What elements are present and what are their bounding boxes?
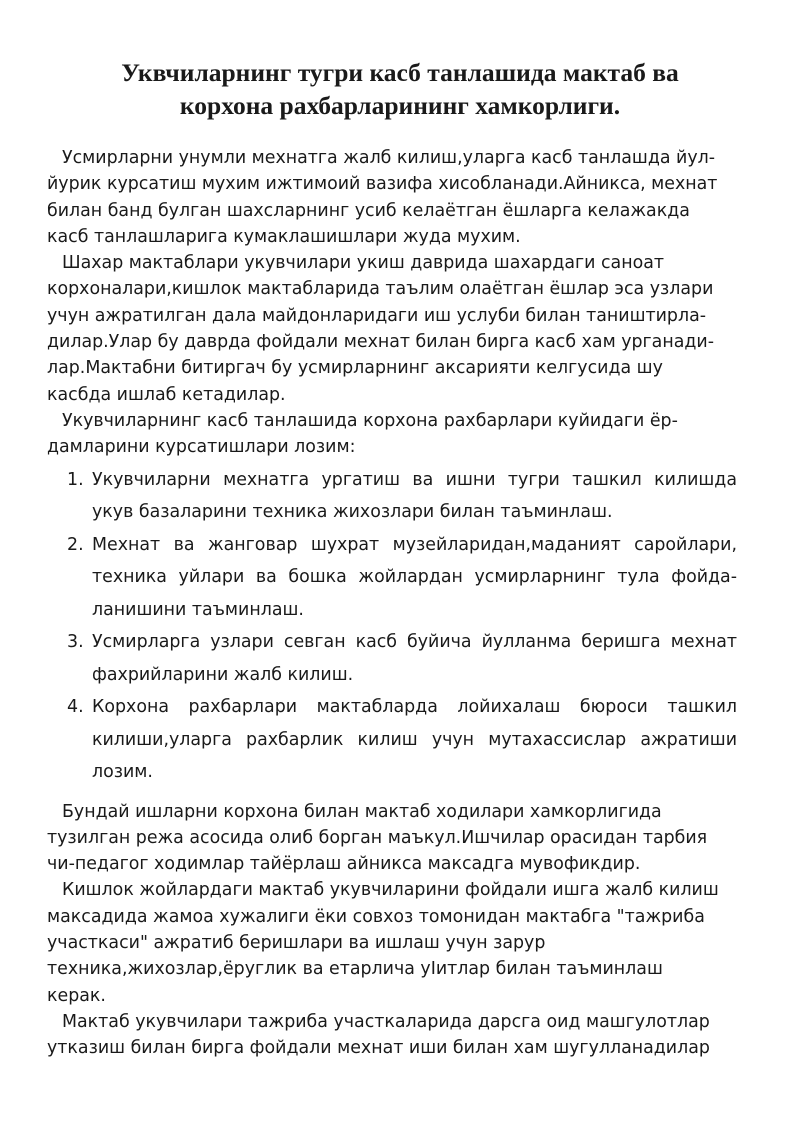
text-line: Кишлок жойлардаги мактаб укувчиларини фойдали ишга жалб килиш (62, 880, 719, 901)
list-item (47, 529, 737, 627)
list-item-line: укув базаларини техника жихозлари билан таъминлаш. (92, 502, 613, 523)
list-item-line: лозим. (92, 762, 153, 783)
document-title (40, 56, 760, 122)
list-item-line: Корхона рахбарлари мактабларда лойихалаш бюроси ташкил (92, 697, 737, 718)
paragraph (47, 799, 737, 878)
text-line: корхоналари,кишлок мактабларида таълим олаётган ёшлар эса узлари (47, 279, 714, 300)
list-item (47, 691, 737, 789)
list-item (47, 464, 737, 529)
list-item (47, 626, 737, 691)
text-line: Шахар мактаблари укувчилари укиш даврида шахардаги саноат (62, 253, 664, 274)
text-line: учун ажратилган дала майдонларидаги иш услуби билан таништирла- (47, 305, 707, 326)
text-line: Усмирларни унумли мехнатга жалб килиш,уларга касб танлашда йул- (62, 148, 716, 168)
text-line: касб танлашларига кумаклашишлари жуда мухим. (47, 226, 521, 247)
title-line-1: Уквчиларнинг тугри касб танлашида мактаб ва (121, 58, 679, 87)
text-line: лар.Мактабни битиргач бу усмирларнинг аксарияти келгусида шу (47, 358, 663, 379)
text-line: Укувчиларнинг касб танлашида корхона рахбарлари куйидаги ёр- (62, 410, 678, 431)
numbered-list (47, 464, 737, 789)
text-line: йурик курсатиш мухим ижтимоий вазифа хисобланади.Айникса, мехнат (47, 174, 718, 195)
paragraph (47, 877, 737, 1008)
list-item-line: техника уйлари ва бошка жойлардан усмирларнинг тула фойда- (92, 567, 737, 588)
text-line: билан банд булган шахсларнинг усиб келаётган ёшларга келажакда (47, 200, 690, 221)
paragraph (47, 1009, 737, 1062)
paragraph (47, 250, 737, 408)
text-line: дилар.Улар бу даврда фойдали мехнат билан бирга касб хам урганади- (47, 332, 714, 353)
text-line: касбда ишлаб кетадилар. (47, 384, 286, 405)
list-item-number: 4. (67, 697, 84, 718)
list-item-line: Укувчиларни мехнатга ургатиш ва ишни тугри ташкил килишда (92, 469, 737, 490)
text-line: участкаси" ажратиб беришлари ва ишлаш учун зарур (47, 933, 546, 954)
list-item-line: фахрийларини жалб килиш. (92, 664, 354, 685)
text-line: техника,жихозлар,ёруглик ва етарлича уIитлар билан таъминлаш (47, 959, 663, 980)
text-line: чи-педагог ходимлар тайёрлаш айникса максадга мувофикдир. (47, 854, 641, 875)
list-item-number: 1. (67, 469, 84, 490)
text-line: тузилган режа асосида олиб борган маъкул.Ишчилар орасидан тарбия (47, 827, 708, 848)
list-item-line: Усмирларга узлари севган касб буйича йулланма беришга мехнат (92, 632, 737, 653)
text-line: максадида жамоа хужалиги ёки совхоз томонидан мактабга "тажриба (47, 906, 705, 927)
list-item-line: Мехнат ва жанговар шухрат музейларидан,маданият саройлари, (92, 534, 737, 555)
text-line: керак. (47, 985, 106, 1006)
title-line-2: корхона рахбарларининг хамкорлиги. (179, 91, 621, 120)
paragraph (47, 145, 737, 250)
list-item-number: 2. (67, 534, 84, 555)
document-body (47, 145, 737, 1062)
list-item-number: 3. (67, 632, 84, 653)
text-line: Бундай ишларни корхона билан мактаб ходилари хамкорлигида (62, 801, 662, 822)
list-item-line: ланишини таъминлаш. (92, 599, 304, 620)
text-line: Мактаб укувчилари тажриба участкаларида дарсга оид машгулотлар (62, 1011, 710, 1032)
list-item-line: килиши,уларга рахбарлик килиш учун мутахассислар ажратиши (92, 729, 737, 750)
text-line: дамларини курсатишлари лозим: (47, 437, 356, 458)
text-line: утказиш билан бирга фойдали мехнат иши билан хам шугулланадилар (47, 1038, 710, 1059)
paragraph (47, 408, 737, 461)
